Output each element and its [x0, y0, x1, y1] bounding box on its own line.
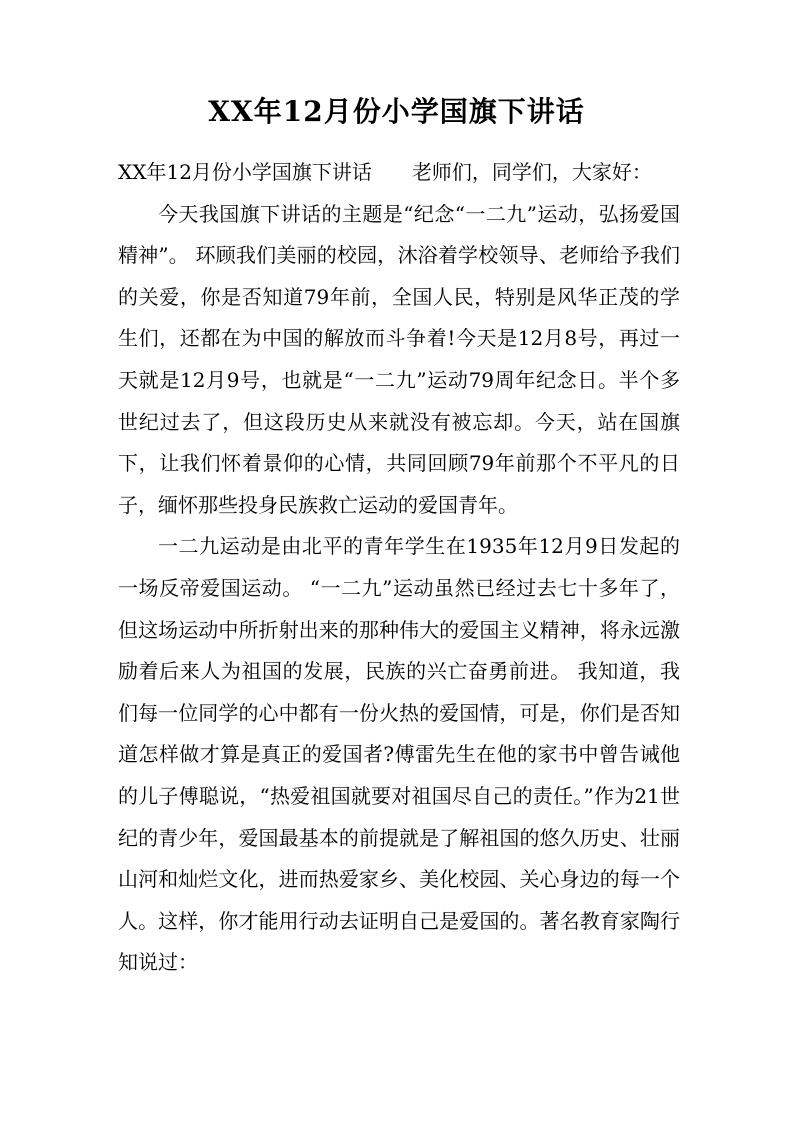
document-title: XX年12月份小学国旗下讲话 [208, 95, 585, 128]
paragraph-2: 一二九运动是由北平的青年学生在1935年12月9日发起的一场反帝爱国运动。 “一二九”运动虽然已经过去七十多年了，但这场运动中所折射出来的那种伟大的爱国主义精神，将永远激励着后来人为祖国的发展，民族的兴亡奋勇前进。 我知道，我们每一位同学的心中都有一份火热的爱国情，可是，你们是否知道怎样做才算是真正的爱国者?傅雷先生在他的家书中曾告诫他的儿子傅聪说，“热爱祖国就要对祖国尽自己的责任。”作为21世纪的青少年，爱国最基本的前提就是了解祖国的悠久历史、壮丽山河和灿烂文化，进而热爱家乡、美化校园、关心身边的每一个人。这样，你才能用行动去证明自己是爱国的。著名教育家陶行知说过： [118, 534, 680, 975]
paragraph-1: 今天我国旗下讲话的主题是“纪念“一二九”运动，弘扬爱国精神”。 环顾我们美丽的校园，沐浴着学校领导、老师给予我们的关爱，你是否知道79年前，全国人民，特别是风华正茂的学生们，还都在为中国的解放而斗争着!今天是12月8号，再过一天就是12月9号，也就是“一二九”运动79周年纪念日。半个多世纪过去了，但这段历史从来就没有被忘却。今天，站在国旗下，让我们怀着景仰的心情，共同回顾79年前那个不平凡的日子，缅怀那些投身民族救亡运动的爱国青年。 [118, 201, 680, 517]
document-body [118, 152, 680, 984]
lead-heading: XX年12月份小学国旗下讲话 [118, 160, 372, 184]
greeting: 老师们，同学们，大家好： [411, 160, 652, 184]
lead-line [118, 152, 680, 194]
